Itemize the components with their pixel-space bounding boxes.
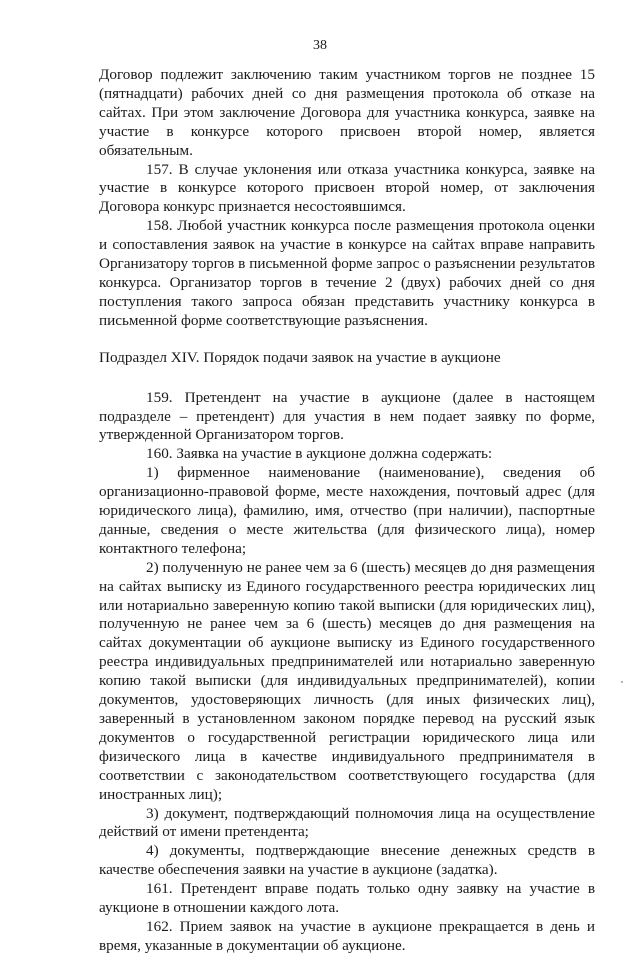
paragraph-159: 159. Претендент на участие в аукционе (далее в настоящем подразделе – претендент) для участия в нем подает заявку по форме, утвержденной Организатором торгов.	[99, 388, 595, 444]
list-item-1: 1) фирменное наименование (наименование), сведения об организационно-правовой форме, месте нахождения, почтовый адрес (для юридического лица), фамилию, имя, отчество (при наличии), паспортные данные, сведения о месте жительства (для физического лица), номер контактного телефона;	[99, 464, 595, 557]
paragraph-161: 161. Претендент вправе подать только одну заявку на участие в аукционе в отношении каждого лота.	[99, 880, 595, 917]
paragraph-157: 157. В случае уклонения или отказа участника конкурса, заявке на участие в конкурсе которого присвоен второй номер, от заключения Договора конкурс признается несостоявшимся.	[99, 160, 595, 216]
list-item-4: 4) документы, подтверждающие внесение денежных средств в качестве обеспечения заявки на участие в аукционе (задатка).	[99, 842, 595, 879]
document-body	[99, 66, 595, 956]
paragraph-162: 162. Прием заявок на участие в аукционе прекращается в день и время, указанные в документации об аукционе.	[99, 917, 595, 954]
page-number: 38	[313, 38, 327, 53]
paragraph-contract-conclusion: Договор подлежит заключению таким участником торгов не позднее 15 (пятнадцати) рабочих дней со дня размещения протокола об отказе на сайтах. При этом заключение Договора для участника конкурса, заявке на участие в конкурсе которого присвоен второй номер, является обязательным.	[99, 66, 595, 159]
paragraph-160: 160. Заявка на участие в аукционе должна содержать:	[146, 445, 493, 463]
paragraph-158: 158. Любой участник конкурса после размещения протокола оценки и сопоставления заявок на участие в конкурсе на сайтах вправе направить Организатору торгов в письменной форме запрос о разъяснении результатов конкурса. Организатор торгов в течение 2 (двух) рабочих дней со дня поступления такого запроса обязан представить участнику конкурса в письменной форме соответствующие разъяснения.	[99, 217, 595, 329]
list-item-2: 2) полученную не ранее чем за 6 (шесть) месяцев до дня размещения на сайтах выписку из Единого государственного реестра юридических лиц или нотариально заверенную копию такой выписки (для юридических лиц), полученную не ранее чем за 6 (шесть) месяцев до дня размещения на сайтах документации об аукционе выписку из Единого государственного реестра индивидуальных предпринимателей или нотариально заверенную копию такой выписки (для индивидуальных предпринимателей), копии документов, удостоверяющих личность (для иных физических лиц), заверенный в установленном законом порядке перевод на русский язык документов о государственной регистрации юридического лица или физического лица в качестве индивидуального предпринимателя в соответствии с законодательством соответствующего государства (для иностранных лиц);	[99, 558, 595, 803]
list-item-3: 3) документ, подтверждающий полномочия лица на осуществление действий от имени претендента;	[99, 804, 595, 841]
section-heading: Подраздел XIV. Порядок подачи заявок на участие в аукционе	[99, 348, 501, 366]
scan-speck	[621, 681, 623, 683]
